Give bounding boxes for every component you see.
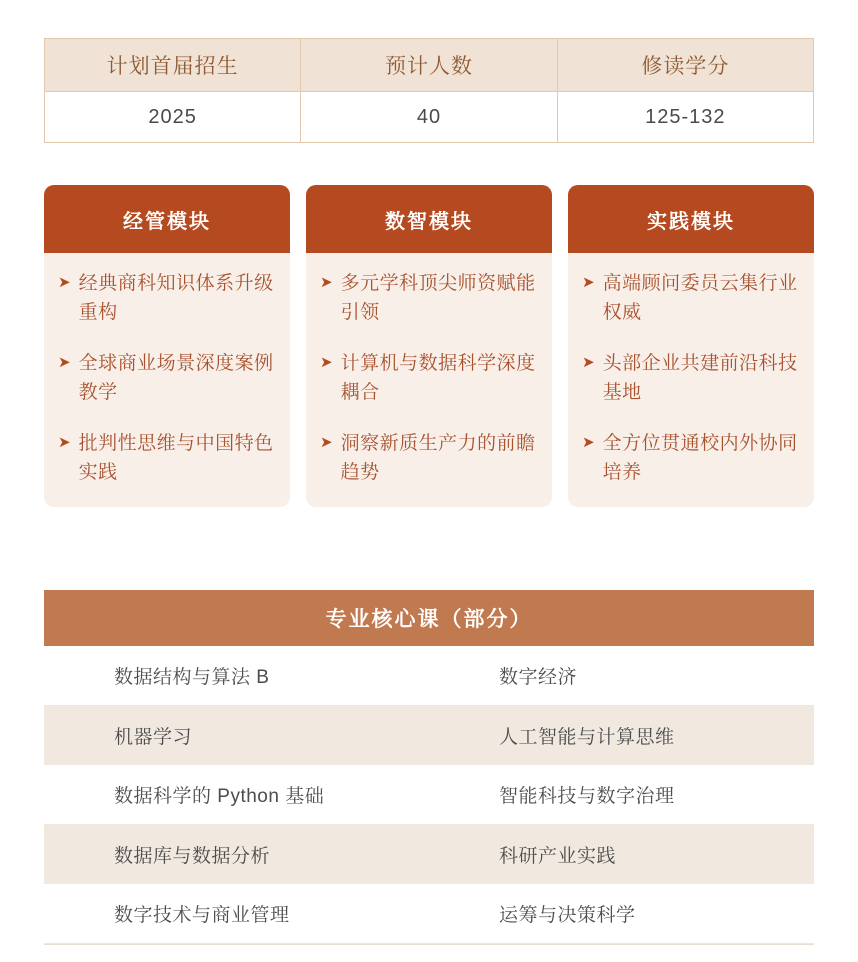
module-card-body: [306, 253, 552, 507]
module-card-title: 数智模块: [306, 185, 552, 253]
list-item: [58, 349, 276, 407]
list-item-label: 经典商科知识体系升级重构: [78, 273, 274, 323]
arrow-bullet-icon: ➤: [582, 274, 595, 291]
module-card: [568, 185, 814, 507]
stats-value-cell: 40: [301, 92, 557, 143]
module-card: [306, 185, 552, 507]
list-item-label: 批判性思维与中国特色实践: [78, 433, 274, 483]
arrow-bullet-icon: ➤: [320, 274, 333, 291]
course-cell: 数字技术与商业管理: [44, 884, 429, 944]
core-courses-section: [44, 590, 814, 945]
table-row: [44, 646, 814, 706]
table-row: [44, 825, 814, 885]
course-cell: 人工智能与计算思维: [429, 706, 814, 766]
list-item-label: 计算机与数据科学深度耦合: [340, 353, 536, 403]
list-item-label: 头部企业共建前沿科技基地: [602, 353, 798, 403]
list-item: [320, 349, 538, 407]
stats-value-row: [45, 92, 814, 143]
course-cell: 智能科技与数字治理: [429, 765, 814, 825]
module-card: [44, 185, 290, 507]
module-card-body: [44, 253, 290, 507]
list-item-label: 全方位贯通校内外协同培养: [602, 433, 798, 483]
arrow-bullet-icon: ➤: [58, 354, 71, 371]
arrow-bullet-icon: ➤: [58, 274, 71, 291]
module-card-body: [568, 253, 814, 507]
arrow-bullet-icon: ➤: [58, 434, 71, 451]
table-row: [44, 706, 814, 766]
stats-header-row: [45, 39, 814, 92]
stats-header-cell: 修读学分: [557, 39, 813, 92]
module-card-group: [44, 185, 814, 507]
course-cell: 机器学习: [44, 706, 429, 766]
arrow-bullet-icon: ➤: [582, 434, 595, 451]
list-item: [582, 429, 800, 487]
course-cell: 数据结构与算法 B: [44, 646, 429, 706]
list-item: [58, 429, 276, 487]
list-item: [582, 269, 800, 327]
course-cell: 数据科学的 Python 基础: [44, 765, 429, 825]
table-row: [44, 884, 814, 944]
core-courses-table: [44, 646, 814, 944]
stats-header-cell: 计划首届招生: [45, 39, 301, 92]
stats-value-cell: 2025: [45, 92, 301, 143]
list-item: [320, 269, 538, 327]
stats-value-cell: 125-132: [557, 92, 813, 143]
list-item-label: 多元学科顶尖师资赋能引领: [340, 273, 536, 323]
list-item-label: 高端顾问委员云集行业权威: [602, 273, 798, 323]
module-card-title: 实践模块: [568, 185, 814, 253]
list-item: [582, 349, 800, 407]
list-item-label: 全球商业场景深度案例教学: [78, 353, 274, 403]
list-item: [58, 269, 276, 327]
course-cell: 运筹与决策科学: [429, 884, 814, 944]
course-cell: 数字经济: [429, 646, 814, 706]
arrow-bullet-icon: ➤: [320, 434, 333, 451]
stats-header-cell: 预计人数: [301, 39, 557, 92]
course-cell: 数据库与数据分析: [44, 825, 429, 885]
list-item: [320, 429, 538, 487]
arrow-bullet-icon: ➤: [320, 354, 333, 371]
course-cell: 科研产业实践: [429, 825, 814, 885]
table-row: [44, 765, 814, 825]
divider: [44, 944, 814, 945]
stats-table: [44, 38, 814, 143]
core-courses-title: 专业核心课（部分）: [44, 590, 814, 646]
arrow-bullet-icon: ➤: [582, 354, 595, 371]
module-card-title: 经管模块: [44, 185, 290, 253]
list-item-label: 洞察新质生产力的前瞻趋势: [340, 433, 536, 483]
